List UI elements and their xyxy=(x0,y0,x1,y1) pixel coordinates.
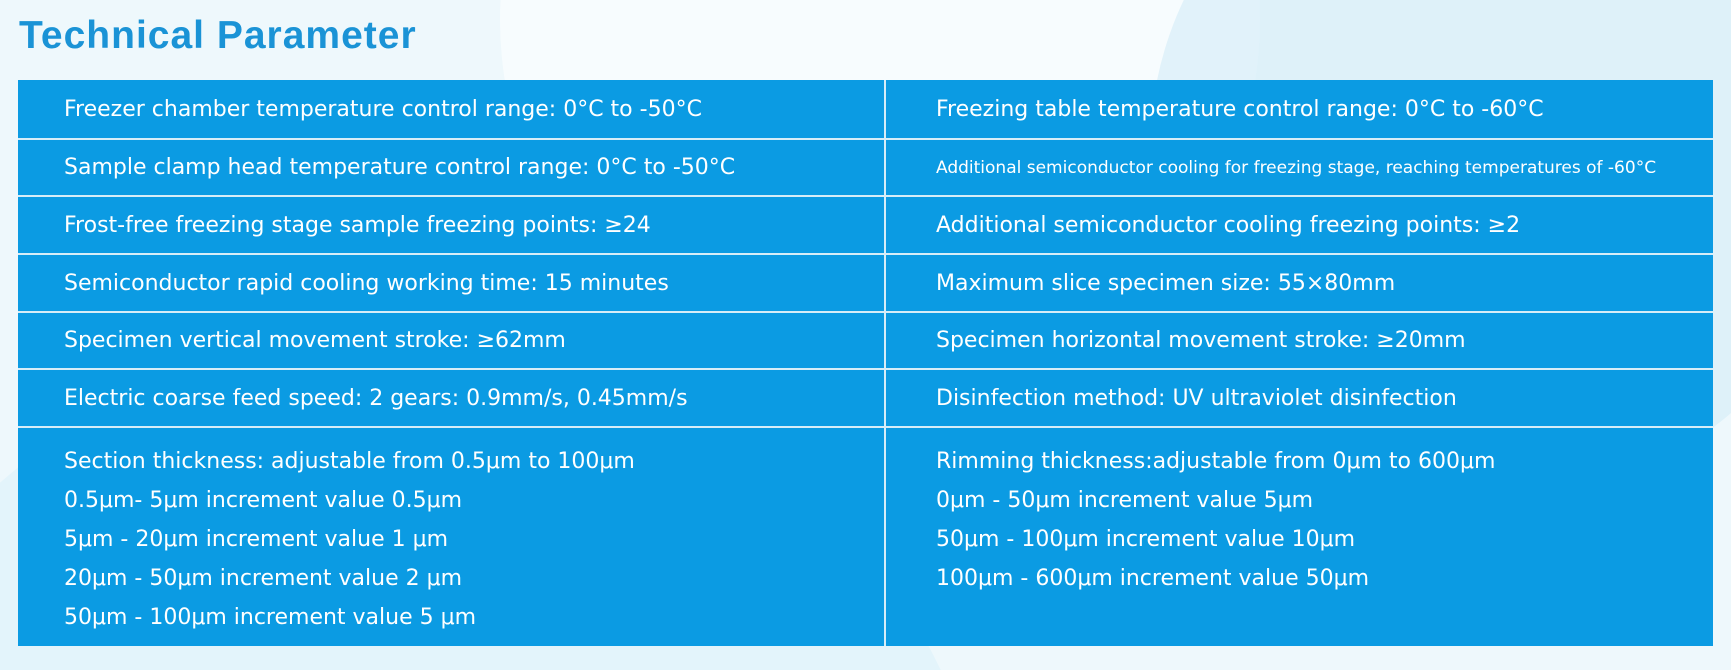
section-thickness-line: 5μm - 20μm increment value 1 μm xyxy=(64,527,449,552)
parameter-cell: Specimen horizontal movement stroke: ≥20mm xyxy=(884,313,1713,368)
parameter-cell: Specimen vertical movement stroke: ≥62mm xyxy=(64,328,566,353)
rimming-thickness-line: Rimming thickness:adjustable from 0μm to 600μm xyxy=(936,449,1496,474)
table-row xyxy=(18,426,1713,646)
section-thickness-line: 20μm - 50μm increment value 2 μm xyxy=(64,566,463,591)
page-title: Technical Parameter xyxy=(19,14,417,57)
table-row xyxy=(18,253,1713,311)
parameter-cell: Maximum slice specimen size: 55×80mm xyxy=(884,255,1713,311)
table-row xyxy=(18,311,1713,368)
rimming-thickness-cell xyxy=(884,428,1713,646)
table-row xyxy=(18,195,1713,253)
parameter-cell: Additional semiconductor cooling for freezing stage, reaching temperatures of -60°C xyxy=(884,140,1713,195)
rimming-thickness-line: 50μm - 100μm increment value 10μm xyxy=(936,527,1356,552)
table-row xyxy=(18,368,1713,426)
table-row xyxy=(18,80,1713,138)
rimming-thickness-line: 0μm - 50μm increment value 5μm xyxy=(936,488,1314,513)
parameter-cell: Freezing table temperature control range: 0°C to -60°C xyxy=(884,80,1713,138)
parameter-cell: Disinfection method: UV ultraviolet disinfection xyxy=(884,370,1713,426)
parameter-table xyxy=(18,80,1713,646)
parameter-cell: Frost-free freezing stage sample freezing points: ≥24 xyxy=(64,212,651,238)
parameter-cell: Sample clamp head temperature control range: 0°C to -50°C xyxy=(64,155,736,180)
table-row xyxy=(18,138,1713,195)
section-thickness-cell xyxy=(18,428,884,646)
section-thickness-line: 50μm - 100μm increment value 5 μm xyxy=(64,605,477,630)
section-thickness-line: 0.5μm- 5μm increment value 0.5μm xyxy=(64,488,463,513)
section-thickness-line: Section thickness: adjustable from 0.5μm to 100μm xyxy=(64,449,635,474)
rimming-thickness-line: 100μm - 600μm increment value 50μm xyxy=(936,566,1370,591)
parameter-cell: Semiconductor rapid cooling working time: 15 minutes xyxy=(64,270,669,296)
parameter-cell: Electric coarse feed speed: 2 gears: 0.9mm/s, 0.45mm/s xyxy=(64,385,688,411)
parameter-cell: Freezer chamber temperature control range: 0°C to -50°C xyxy=(64,96,702,122)
parameter-cell: Additional semiconductor cooling freezing points: ≥2 xyxy=(884,197,1713,253)
